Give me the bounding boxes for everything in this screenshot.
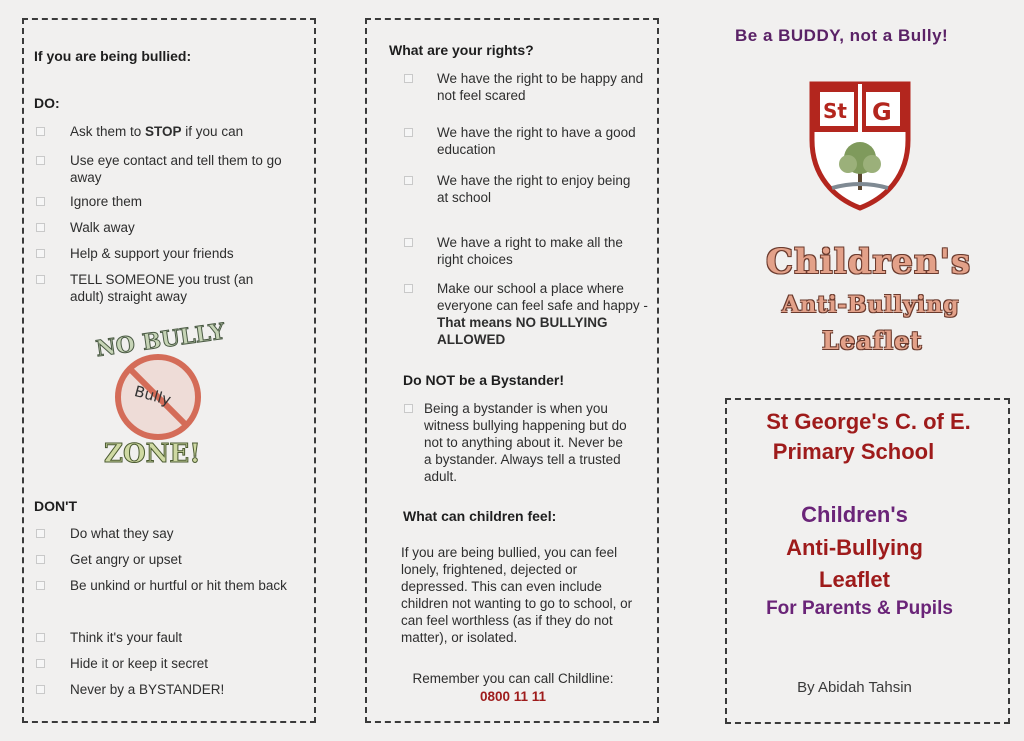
leaflet-title-line3: Leaflet (819, 567, 890, 592)
sign-bottom-text: ZONE! (104, 439, 201, 469)
childline-number: 0800 11 11 (479, 689, 547, 704)
crest-right-text: G (872, 98, 892, 126)
checkbox-icon (404, 284, 413, 293)
dont-item: Do what they say (70, 526, 174, 541)
checkbox-icon (36, 659, 45, 668)
author-text: By Abidah Tahsin (797, 679, 912, 696)
checkbox-icon (36, 581, 45, 590)
audience-text: For Parents & Pupils (766, 598, 953, 619)
checkbox-icon (36, 127, 45, 136)
bystander-text: Being a bystander is when you witness bullying happening but do not to anything about it. Never be a bystander. Always tell a trusted adult. (424, 401, 627, 484)
leaflet-title-line2: Anti-Bullying (786, 535, 923, 560)
checkbox-icon (36, 223, 45, 232)
bullied-heading: If you are being bullied: (34, 48, 192, 64)
checkbox-icon (36, 685, 45, 694)
feel-heading: What can children feel: (403, 508, 557, 524)
dont-item: Get angry or upset (70, 552, 182, 567)
school-name-line2: Primary School (772, 439, 935, 464)
dont-heading: DON'T (34, 498, 77, 514)
title-art-line2: Anti-Bullying (782, 292, 960, 318)
slogan: Be a BUDDY, not a Bully! (735, 26, 949, 45)
do-item: TELL SOMEONE you trust (an adult) straight away (70, 272, 254, 304)
rights-heading: What are your rights? (389, 42, 534, 58)
school-name-line1: St George's C. of E. (766, 409, 971, 434)
checkbox-icon (36, 555, 45, 564)
dont-item: Be unkind or hurtful or hit them back (70, 578, 287, 593)
childline-text: Remember you can call Childline: (412, 671, 614, 686)
leaflet-title-art (760, 236, 970, 366)
feel-text: If you are being bullied, you can feel lonely, frightened, dejected or depressed. This can even include children not wanting to go to school, or can feel worthless (as if they do not matter), or isolated. (401, 545, 633, 645)
checkbox-icon (36, 529, 45, 538)
right-item: We have the right to be happy and not feel scared (437, 71, 644, 103)
right-item: We have the right to enjoy being at school (437, 173, 631, 205)
dont-item: Hide it or keep it secret (70, 656, 209, 671)
leaflet-title-line1: Children's (801, 502, 908, 527)
checkbox-icon (36, 197, 45, 206)
right-item: We have a right to make all the right choices (437, 235, 623, 267)
checkbox-icon (36, 249, 45, 258)
checkbox-icon (404, 128, 413, 137)
do-item: Walk away (70, 220, 135, 235)
right-item: We have the right to have a good education (437, 125, 636, 157)
dont-item: Think it's your fault (70, 630, 183, 645)
checkbox-icon (36, 275, 45, 284)
sign-middle-text: Bully (132, 382, 173, 410)
school-crest-icon (806, 80, 914, 212)
checkbox-icon (404, 404, 413, 413)
title-art-line1: Children's (766, 242, 972, 282)
do-item: Use eye contact and tell them to go away (70, 153, 282, 185)
checkbox-icon (404, 238, 413, 247)
do-item: Ignore them (70, 194, 143, 209)
title-art-line3: Leaflet (822, 326, 923, 355)
do-item: Help & support your friends (70, 246, 234, 261)
checkbox-icon (36, 633, 45, 642)
no-bully-zone-image (88, 322, 248, 472)
sign-top-text: NO BULLY (94, 322, 227, 363)
do-heading: DO: (34, 95, 60, 111)
crest-left-text: St (823, 99, 847, 123)
checkbox-icon (404, 176, 413, 185)
checkbox-icon (404, 74, 413, 83)
do-item: Ask them to STOP if you can (70, 124, 244, 139)
dont-item: Never by a BYSTANDER! (70, 682, 225, 697)
bystander-heading: Do NOT be a Bystander! (403, 372, 565, 388)
right-item: Make our school a place where everyone can feel safe and happy - That means NO BULLYING ALLOWED (437, 281, 648, 347)
checkbox-icon (36, 156, 45, 165)
